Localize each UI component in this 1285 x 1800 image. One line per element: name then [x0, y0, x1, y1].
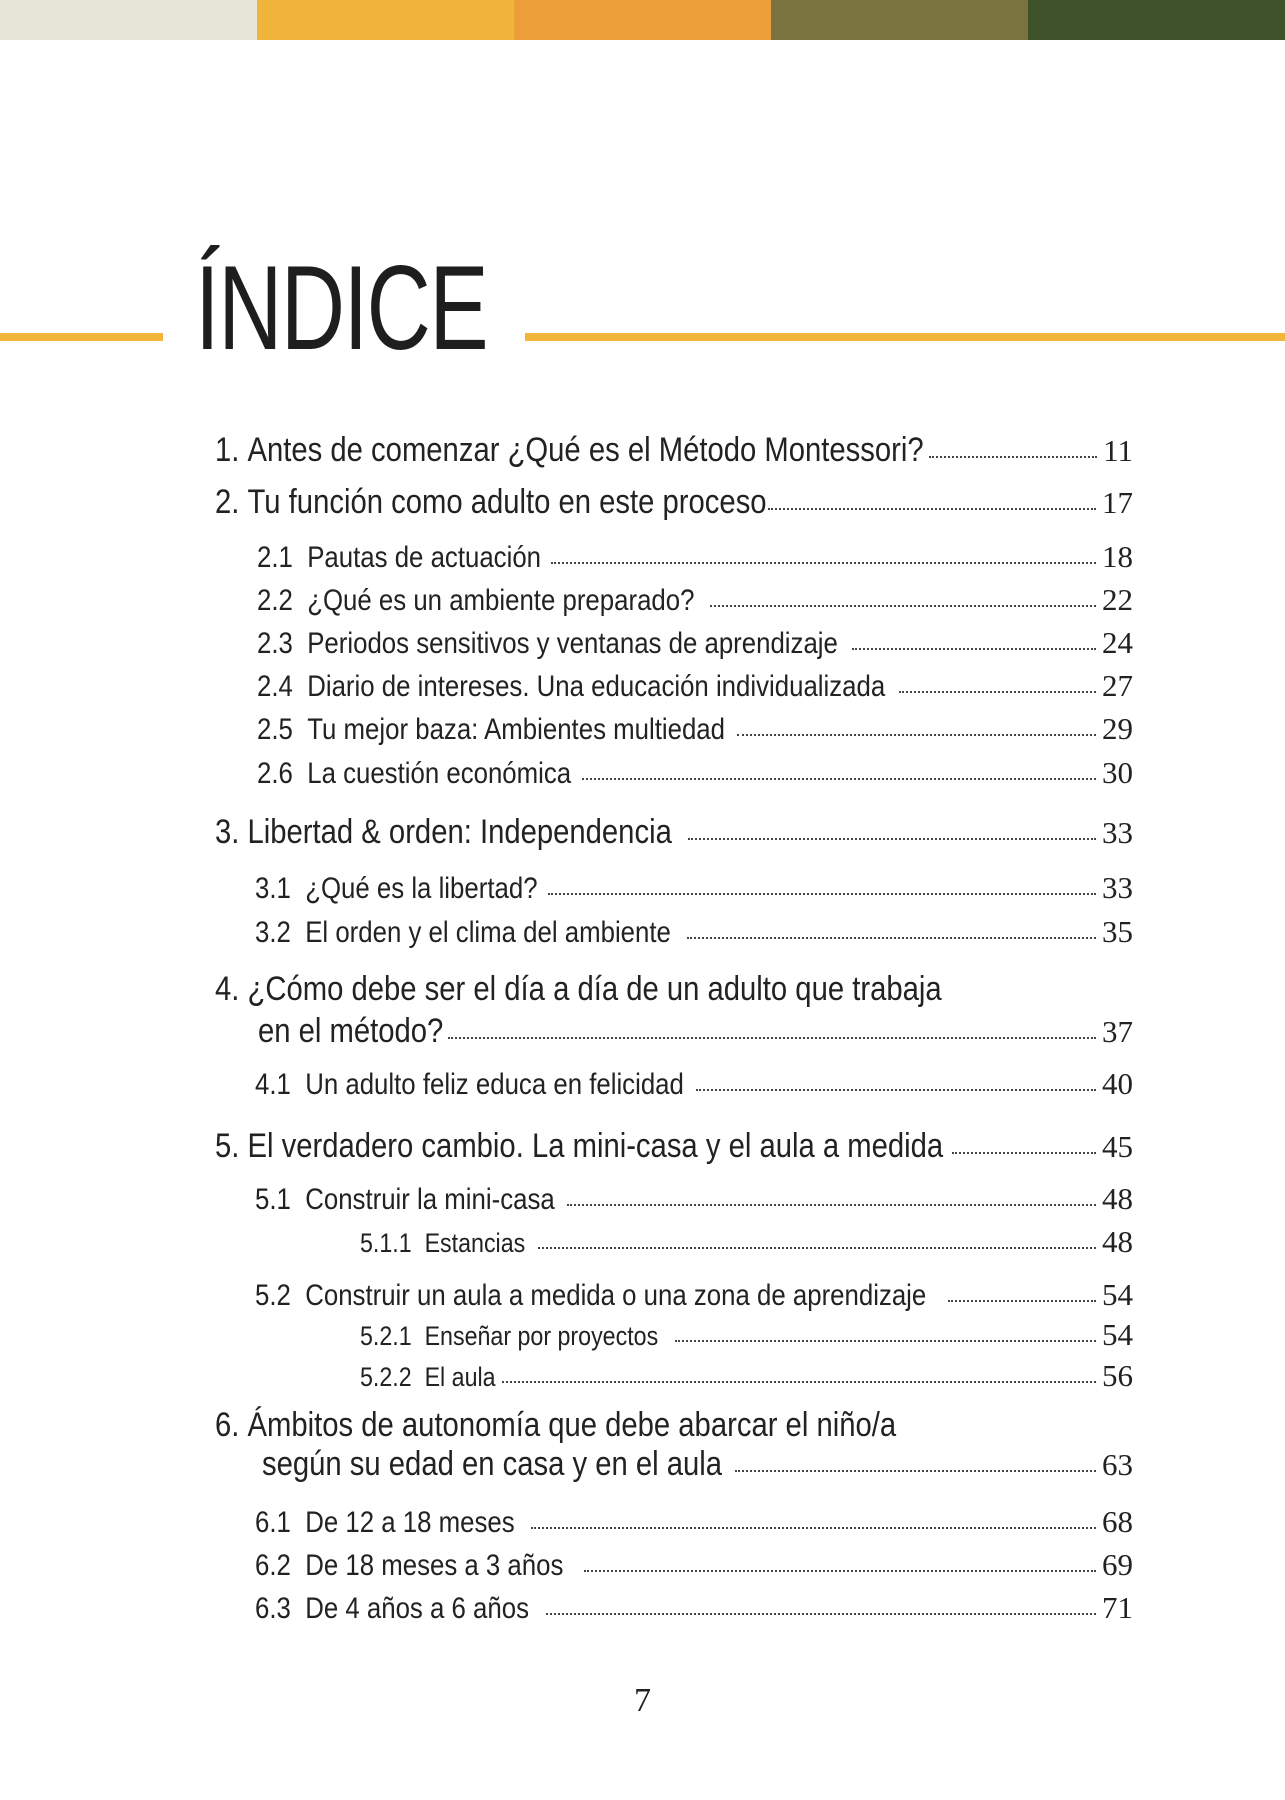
toc-number: 6.1	[255, 1506, 291, 1539]
toc-entry[interactable]	[257, 623, 1133, 664]
dot-leader	[737, 734, 1096, 736]
page-number: 7	[634, 1682, 651, 1719]
toc-page: 54	[1102, 1317, 1133, 1352]
dot-leader	[584, 1570, 1096, 1572]
toc-entry[interactable]	[255, 1064, 1133, 1105]
dot-leader	[448, 1037, 1097, 1039]
toc-number: 6.3	[255, 1592, 291, 1625]
toc-number: 2.5	[257, 713, 293, 746]
toc-entry[interactable]	[257, 580, 1133, 621]
toc-number: 5.	[215, 1127, 240, 1165]
dot-leader	[687, 937, 1096, 939]
toc-title: Pautas de actuación	[307, 541, 542, 574]
toc-page: 40	[1102, 1066, 1133, 1101]
toc-entry[interactable]	[360, 1315, 1133, 1356]
toc-number: 2.3	[257, 627, 293, 660]
dot-leader	[735, 1470, 1096, 1472]
toc-entry[interactable]	[255, 912, 1133, 953]
toc-number: 3.	[215, 813, 240, 851]
toc-page: 33	[1102, 815, 1133, 850]
toc-page: 30	[1102, 755, 1133, 790]
toc-page: 63	[1102, 1447, 1133, 1482]
dot-leader	[688, 838, 1096, 840]
toc-entry[interactable]	[257, 753, 1133, 794]
toc-page: 29	[1102, 711, 1133, 746]
toc-entry[interactable]	[255, 1179, 1133, 1220]
dot-leader	[502, 1381, 1096, 1383]
dot-leader	[551, 562, 1096, 564]
dot-leader	[929, 456, 1097, 458]
toc-title: La cuestión económica	[307, 757, 572, 790]
toc-title: De 4 años a 6 años	[305, 1592, 529, 1625]
toc-page: 35	[1102, 914, 1133, 949]
toc-entry[interactable]	[215, 812, 1133, 853]
toc-number: 6.	[215, 1406, 240, 1444]
dot-leader	[531, 1527, 1096, 1529]
toc-entry[interactable]	[215, 482, 1133, 523]
dot-leader	[582, 778, 1096, 780]
toc-page: 48	[1102, 1224, 1133, 1259]
dot-leader	[548, 893, 1096, 895]
dot-leader	[675, 1340, 1096, 1342]
dot-leader	[948, 1300, 1096, 1302]
toc-number: 2.6	[257, 757, 293, 790]
toc-title: El orden y el clima del ambiente	[305, 916, 671, 949]
dot-leader	[546, 1613, 1096, 1615]
toc-page: 22	[1102, 582, 1133, 617]
toc-title: El aula	[424, 1362, 496, 1392]
toc-number: 5.1.1	[360, 1228, 412, 1258]
dot-leader	[899, 691, 1096, 693]
toc-entry[interactable]	[257, 537, 1133, 578]
toc-number: 3.1	[255, 872, 291, 905]
toc-title-continued: en el método?	[258, 1012, 444, 1050]
toc-entry[interactable]	[255, 1588, 1133, 1629]
page-title: ÍNDICE	[195, 241, 488, 375]
toc-title: Periodos sensitivos y ventanas de aprendizaje	[307, 627, 838, 660]
toc-page: 69	[1102, 1547, 1133, 1582]
dot-leader	[696, 1089, 1096, 1091]
toc-entry[interactable]	[255, 1545, 1133, 1586]
toc-number: 2.4	[257, 670, 293, 703]
toc-number: 6.2	[255, 1549, 291, 1582]
toc-title: Antes de comenzar ¿Qué es el Método Montessori?	[247, 431, 924, 469]
toc-number: 2.1	[257, 541, 293, 574]
toc-title: Construir la mini-casa	[305, 1183, 555, 1216]
toc-title: ¿Qué es la libertad?	[305, 872, 538, 905]
toc-page: 71	[1102, 1590, 1133, 1625]
toc-entry[interactable]	[255, 1502, 1133, 1543]
toc-entry[interactable]	[258, 1011, 1133, 1052]
toc-entry[interactable]	[215, 1126, 1133, 1167]
toc-title: Estancias	[424, 1228, 526, 1258]
toc-title: De 18 meses a 3 años	[305, 1549, 564, 1582]
toc-number: 4.	[215, 970, 240, 1008]
toc-title: ¿Qué es un ambiente preparado?	[307, 584, 695, 617]
toc-entry[interactable]	[360, 1222, 1133, 1263]
toc-number: 5.2.1	[360, 1321, 412, 1351]
toc-number: 2.	[215, 483, 240, 521]
dot-leader	[567, 1204, 1096, 1206]
dot-leader	[852, 648, 1096, 650]
toc-page: 24	[1102, 625, 1133, 660]
toc-page: 68	[1102, 1504, 1133, 1539]
toc-title: Construir un aula a medida o una zona de aprendizaje	[305, 1279, 927, 1312]
dot-leader	[538, 1247, 1096, 1249]
toc-title: Diario de intereses. Una educación individualizada	[307, 670, 886, 703]
toc-title: El verdadero cambio. La mini-casa y el aula a medida	[247, 1127, 944, 1165]
toc-page: 18	[1102, 539, 1133, 574]
toc-number: 1.	[215, 431, 240, 469]
toc-page: 33	[1102, 870, 1133, 905]
toc-page: 48	[1102, 1181, 1133, 1216]
toc-entry[interactable]	[262, 1444, 1133, 1485]
toc-entry[interactable]	[360, 1356, 1133, 1397]
toc-title: Enseñar por proyectos	[424, 1321, 659, 1351]
toc-title: Un adulto feliz educa en felicidad	[305, 1068, 684, 1101]
toc-title: Tu mejor baza: Ambientes multiedad	[307, 713, 726, 746]
toc-number: 2.2	[257, 584, 293, 617]
toc-page: 45	[1102, 1129, 1133, 1164]
toc-number: 3.2	[255, 916, 291, 949]
toc-title: Libertad & orden: Independencia	[247, 813, 672, 851]
toc-entry[interactable]	[255, 868, 1133, 909]
dot-leader	[768, 508, 1096, 510]
toc-entry-line1[interactable]	[215, 1405, 1007, 1445]
toc-number: 5.1	[255, 1183, 291, 1216]
toc-page: 27	[1102, 668, 1133, 703]
toc-title: Tu función como adulto en este proceso	[247, 483, 767, 521]
toc-entry[interactable]	[257, 666, 1133, 707]
toc-page: 37	[1102, 1014, 1133, 1049]
toc-title: De 12 a 18 meses	[305, 1506, 515, 1539]
toc-entry[interactable]	[255, 1275, 1133, 1316]
toc-number: 5.2	[255, 1279, 291, 1312]
dot-leader	[710, 605, 1096, 607]
toc-title: ¿Cómo debe ser el día a día de un adulto que trabaja	[247, 970, 942, 1008]
toc-entry-line1[interactable]	[215, 969, 1060, 1009]
toc-page: 11	[1103, 433, 1133, 468]
dot-leader	[952, 1152, 1096, 1154]
toc-page: 17	[1102, 485, 1133, 520]
toc-page: 56	[1102, 1358, 1133, 1393]
toc-entry[interactable]	[257, 709, 1133, 750]
toc-entry[interactable]	[215, 430, 1133, 471]
toc-title-continued: según su edad en casa y en el aula	[262, 1445, 723, 1483]
toc-number: 4.1	[255, 1068, 291, 1101]
toc-number: 5.2.2	[360, 1362, 412, 1392]
toc-page: 54	[1102, 1277, 1133, 1312]
toc-title: Ámbitos de autonomía que debe abarcar el niño/a	[247, 1406, 897, 1444]
